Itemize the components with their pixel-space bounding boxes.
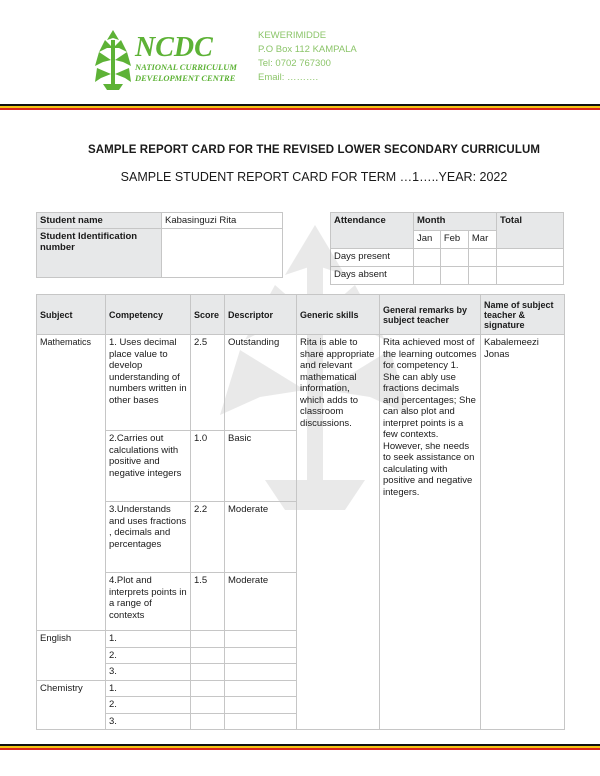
svg-text:NATIONAL CURRICULUM: NATIONAL CURRICULUM bbox=[135, 62, 237, 72]
logo-text: NCDC bbox=[135, 32, 213, 63]
month-label: Month bbox=[414, 213, 497, 231]
header-generic-skills: Generic skills bbox=[297, 295, 380, 335]
results-table bbox=[36, 294, 565, 730]
student-id-label: Student Identification number bbox=[37, 229, 162, 278]
svg-text:DEVELOPMENT CENTRE: DEVELOPMENT CENTRE bbox=[135, 73, 236, 83]
attendance-label: Attendance bbox=[331, 213, 414, 249]
score-cell: 1.5 bbox=[191, 573, 225, 631]
contact-line: KEWERIMIDDE bbox=[258, 30, 327, 41]
contact-line: P.O Box 112 KAMPALA bbox=[258, 44, 357, 55]
subject-mathematics: Mathematics bbox=[37, 335, 106, 631]
descriptor-cell: Basic bbox=[225, 431, 297, 502]
month-jan: Jan bbox=[414, 231, 441, 249]
flag-stripes-top bbox=[0, 104, 600, 110]
score-cell: 2.2 bbox=[191, 502, 225, 573]
days-present-label: Days present bbox=[331, 249, 414, 267]
descriptor-cell: Outstanding bbox=[225, 335, 297, 431]
score-cell: 1.0 bbox=[191, 431, 225, 502]
header-teacher: Name of subject teacher & signature bbox=[481, 295, 565, 335]
competency-cell: 4.Plot and interprets points in a range of contexts bbox=[106, 573, 191, 631]
competency-cell: 3.Understands and uses fractions , decimals and percentages bbox=[106, 502, 191, 573]
competency-cell: 3. bbox=[106, 664, 191, 681]
competency-cell: 1. bbox=[106, 680, 191, 697]
competency-cell: 1. Uses decimal place value to develop understanding of numbers written in other bases bbox=[106, 335, 191, 431]
competency-cell: 3. bbox=[106, 713, 191, 730]
competency-cell: 2. bbox=[106, 647, 191, 664]
descriptor-cell: Moderate bbox=[225, 502, 297, 573]
page-subtitle: SAMPLE STUDENT REPORT CARD FOR TERM …1…..YEAR: 2022 bbox=[120, 170, 508, 184]
days-absent-label: Days absent bbox=[331, 267, 414, 285]
header-remarks: General remarks by subject teacher bbox=[380, 295, 481, 335]
month-feb: Feb bbox=[440, 231, 468, 249]
student-name-value: Kabasinguzi Rita bbox=[162, 213, 283, 229]
generic-skills-cell: Rita is able to share appropriate and relevant mathematical information, which adds to classroom discussions. bbox=[297, 335, 380, 730]
flag-stripes-bottom bbox=[0, 744, 600, 750]
page-title: SAMPLE REPORT CARD FOR THE REVISED LOWER SECONDARY CURRICULUM bbox=[87, 144, 541, 156]
teacher-cell: Kabalemeezi Jonas bbox=[481, 335, 565, 730]
total-label: Total bbox=[497, 213, 564, 249]
contact-block bbox=[258, 29, 357, 85]
contact-line: Email: ………. bbox=[258, 72, 319, 83]
contact-line: Tel: 0702 767300 bbox=[258, 58, 331, 69]
student-name-label: Student name bbox=[37, 213, 162, 229]
header-descriptor: Descriptor bbox=[225, 295, 297, 335]
competency-cell: 1. bbox=[106, 631, 191, 648]
subject-english: English bbox=[37, 631, 106, 681]
month-mar: Mar bbox=[468, 231, 496, 249]
descriptor-cell: Moderate bbox=[225, 573, 297, 631]
header-competency: Competency bbox=[106, 295, 191, 335]
remarks-cell: Rita achieved most of the learning outcomes for competency 1. She can ably use fractions decimals and percentages; She can also plot and interpret points is a few contexts. However, she needs to seek assistance on calculating with positive and negative integers. bbox=[380, 335, 481, 730]
score-cell: 2.5 bbox=[191, 335, 225, 431]
header-score: Score bbox=[191, 295, 225, 335]
subject-chemistry: Chemistry bbox=[37, 680, 106, 730]
ncdc-logo bbox=[95, 26, 245, 92]
competency-cell: 2. bbox=[106, 697, 191, 714]
header-subject: Subject bbox=[37, 295, 106, 335]
competency-cell: 2.Carries out calculations with positive and negative integers bbox=[106, 431, 191, 502]
